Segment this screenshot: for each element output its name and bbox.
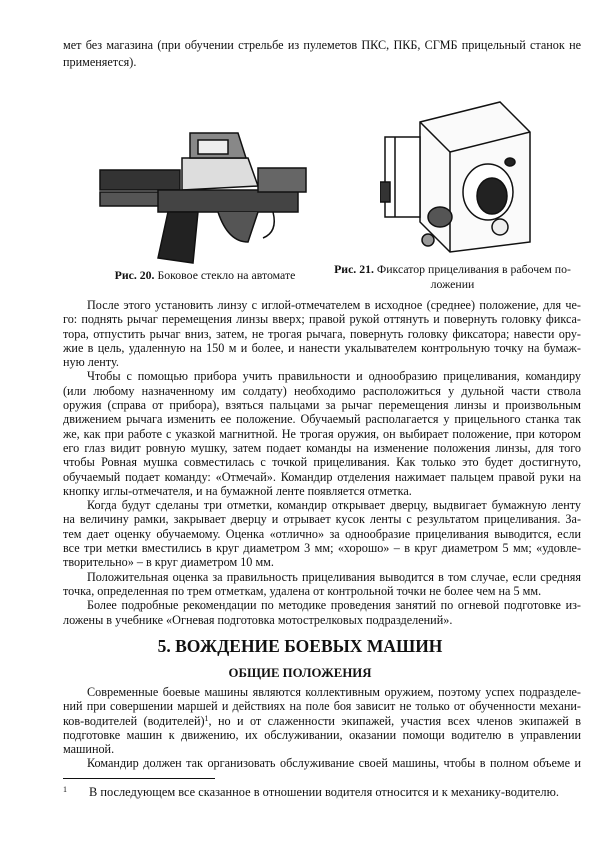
figure-21-caption: Рис. 21. Фиксатор прицеливания в рабочем по- ложении xyxy=(334,262,571,291)
text-line: Когда будут сделаны три отметки, командир открывает дверцу, выдвигает бумажную ленту xyxy=(87,498,581,513)
text-line: обучаемый подает команду: «Отмечай». Командир отделения нажимает пальцем правой руки на xyxy=(63,469,581,484)
text-line: подготовке машин к движению, их обслуживании, оказании помощи водителю в управлении xyxy=(63,727,581,742)
text-line: творительно» – в круг диаметром 10 мм. xyxy=(63,555,274,570)
figure-21-aiming-lock xyxy=(380,92,535,257)
section-title: 5. ВОЖДЕНИЕ БОЕВЫХ МАШИН xyxy=(157,636,443,656)
text-line: го: поднять рычаг перемещения линзы вверх; правой рукой оттянуть и повернуть головку фикса- xyxy=(63,312,581,327)
text-line: движением рычага изменить ее положение. Обучаемый располагается у прицельного станка так xyxy=(63,412,581,427)
text-line: Положительная оценка за правильность прицеливания выводится в том случае, если средняя xyxy=(87,569,581,584)
body-text-2 xyxy=(63,685,581,771)
footnote-divider xyxy=(63,778,215,779)
text-line: его глаз видит ровную мушку, затем подает команды на изменение положения линзы, для того xyxy=(63,440,581,455)
text-line: ную ленту. xyxy=(63,355,119,370)
text-line: жие в цель, удаленную на 150 м и более, и нанести укалывателем контрольную точку на бумаж- xyxy=(63,340,581,355)
figure-20-rifle-side-glass xyxy=(98,128,308,268)
text-line: ков-водителей (водителей)$^1$, но и от слаженности экипажей, участия всех членов экипажей в xyxy=(63,713,581,728)
text-line: Более подробные рекомендации по методике проведения занятий по огневой подготовке из- xyxy=(87,598,581,613)
body-text-1 xyxy=(63,298,581,627)
text-line: мет без магазина (при обучении стрельбе из пулеметов ПКС, ПКБ, СГМБ прицельный станок не xyxy=(63,38,581,52)
text-line: чтобы Ровная мушка совместилась с точкой прицеливания. Как только это будет достигнуто, xyxy=(63,455,581,470)
text-line: тем дает оценку обучаемому. Оценка «отлично» за однообразие прицеливания выводится, если xyxy=(63,526,581,541)
text-line: Чтобы с помощью прибора учить правильности и однообразию прицеливания, командиру xyxy=(87,369,581,384)
section-subtitle: ОБЩИЕ ПОЛОЖЕНИЯ xyxy=(228,666,372,680)
text-line: Командир должен так организовать обслуживание своей машины, чтобы в полном объеме и xyxy=(87,756,581,771)
text-line: на величину рамки, закрывает дверцу и отрывает кусок ленты с результатом прицеливания. За- xyxy=(63,512,581,527)
text-line: После этого установить линзу с иглой-отмечателем в исходное (среднее) положение, для че- xyxy=(87,298,581,312)
footnote-ref[interactable]: 1 xyxy=(204,713,209,723)
top-paragraph xyxy=(63,37,581,70)
text-line: все три метки вместились в круг диаметром 3 мм; «хорошо» – в круг диаметром 5 мм; «удовле- xyxy=(63,541,581,556)
text-line: машиной. xyxy=(63,742,115,757)
footnote: $^1$ В последующем все сказанное в отношении водителя относится и к механику-водителю. xyxy=(63,785,559,799)
text-line: Современные боевые машины являются коллективным оружием, поэтому успех подразделе- xyxy=(87,685,581,699)
text-line: ложены в учебнике «Огневая подготовка мотострелковых подразделений». xyxy=(63,612,453,627)
text-line: тора, отпустить рычаг вниз, затем, не трогая рычага, повернуть головку фиксатора; навести ору- xyxy=(63,326,581,341)
text-line: кнопку иглы-отмечателя, и на бумажной ленте появляется отметка. xyxy=(63,483,412,498)
text-line: же, как при работе с указкой магнитной. Не трогая оружия, он выбирает положение, при котором xyxy=(63,426,581,441)
text-line: точка, определенная по трем отметкам, удалена от контрольной точки не более чем на 5 мм. xyxy=(63,583,542,598)
text-line: применяется). xyxy=(63,54,137,69)
text-line: ний при совершении маршей и действиях на поле боя зависит не только от обученности механи- xyxy=(63,699,581,714)
text-line: оружия (справа от прибора), взяться пальцами за рычаг перемещения линзы и произвольным xyxy=(63,398,581,413)
text-line: (или любому назначенному им солдату) необходимо расположиться у дульной части ствола xyxy=(63,383,581,398)
figure-20-caption: Рис. 20. Боковое стекло на автомате xyxy=(114,268,296,282)
